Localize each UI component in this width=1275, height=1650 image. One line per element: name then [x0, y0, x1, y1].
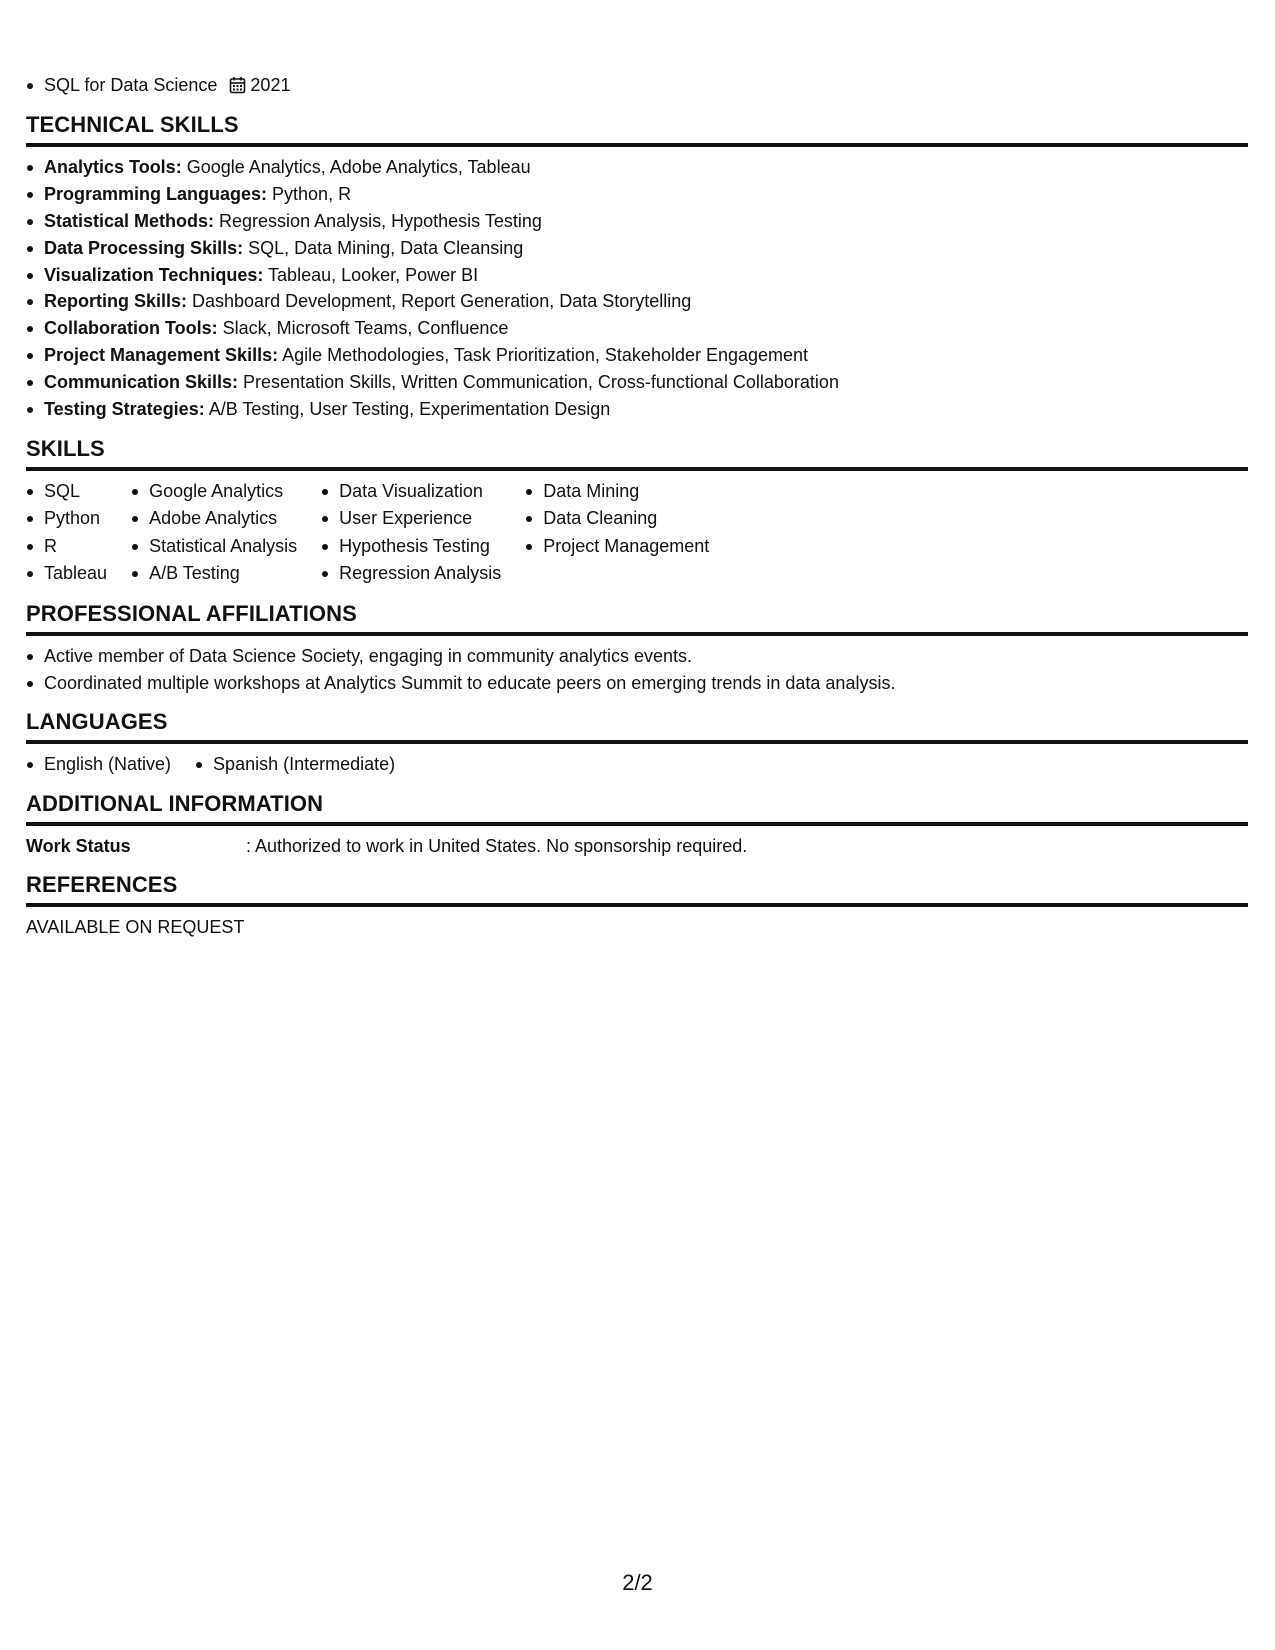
technical-skills-list: [26, 154, 1248, 423]
technical-skill-item: [26, 262, 1248, 289]
technical-skill-item: [26, 342, 1248, 369]
language-item: English (Native): [26, 751, 171, 778]
skills-column: [321, 478, 501, 588]
skill-item: R: [26, 533, 107, 560]
languages-section: [26, 708, 1248, 778]
skill-value: Slack, Microsoft Teams, Confluence: [217, 318, 509, 339]
resume-page: [26, 72, 1248, 940]
languages-list: [26, 751, 1248, 778]
certification-name: SQL for Data Science: [44, 75, 218, 95]
skill-label: Testing Strategies:: [44, 399, 205, 420]
skill-value: SQL, Data Mining, Data Cleansing: [243, 237, 524, 258]
info-row: [26, 833, 1248, 859]
section-heading: LANGUAGES: [26, 708, 1248, 744]
calendar-icon: [229, 76, 246, 94]
technical-skills-section: [26, 111, 1248, 423]
skill-value: Tableau, Looker, Power BI: [263, 264, 479, 285]
section-heading: ADDITIONAL INFORMATION: [26, 790, 1248, 826]
references-section: [26, 871, 1248, 940]
section-heading: TECHNICAL SKILLS: [26, 111, 1248, 147]
skill-item: Python: [26, 505, 107, 532]
info-value: : Authorized to work in United States. No sponsorship required.: [246, 836, 748, 857]
section-heading: REFERENCES: [26, 871, 1248, 907]
skill-item: Regression Analysis: [321, 560, 501, 587]
skill-item: Data Mining: [525, 478, 709, 505]
certification-year: 2021: [250, 75, 291, 95]
skill-item: Tableau: [26, 560, 107, 587]
technical-skill-item: [26, 396, 1248, 423]
skill-label: Data Processing Skills:: [44, 237, 244, 258]
skills-column: [131, 478, 297, 588]
certification-item: [26, 72, 1248, 99]
skill-label: Visualization Techniques:: [44, 264, 264, 285]
skill-value: A/B Testing, User Testing, Experimentation Design: [204, 399, 611, 420]
info-key: Work Status: [26, 836, 131, 857]
technical-skill-item: [26, 181, 1248, 208]
skill-label: Programming Languages:: [44, 183, 268, 204]
skill-item: Google Analytics: [131, 478, 297, 505]
skill-label: Collaboration Tools:: [44, 318, 218, 339]
technical-skill-item: [26, 369, 1248, 396]
technical-skill-item: [26, 154, 1248, 181]
skill-item: Statistical Analysis: [131, 533, 297, 560]
page-number: 2/2: [622, 1570, 653, 1595]
skills-column: [525, 478, 709, 588]
skills-column: [26, 478, 107, 588]
technical-skill-item: [26, 288, 1248, 315]
section-heading: PROFESSIONAL AFFILIATIONS: [26, 600, 1248, 636]
skill-item: Data Cleaning: [525, 505, 709, 532]
affiliations-section: [26, 600, 1248, 697]
language-item: Spanish (Intermediate): [195, 751, 395, 778]
skill-label: Reporting Skills:: [44, 291, 188, 312]
technical-skill-item: [26, 315, 1248, 342]
skill-label: Communication Skills:: [44, 372, 239, 393]
skills-grid: [26, 478, 1248, 588]
skill-value: Google Analytics, Adobe Analytics, Tableau: [181, 156, 531, 177]
skill-item: Data Visualization: [321, 478, 501, 505]
technical-skill-item: [26, 208, 1248, 235]
skill-value: Presentation Skills, Written Communication, Cross-functional Collaboration: [238, 372, 839, 393]
skills-section: [26, 435, 1248, 588]
skill-value: Python, R: [267, 183, 352, 204]
affiliations-list: [26, 643, 1248, 697]
skill-item: A/B Testing: [131, 560, 297, 587]
references-text: AVAILABLE ON REQUEST: [26, 917, 245, 938]
skill-label: Statistical Methods:: [44, 210, 215, 231]
skill-item: SQL: [26, 478, 107, 505]
skill-value: Dashboard Development, Report Generation, Data Storytelling: [187, 291, 692, 312]
skill-label: Analytics Tools:: [44, 156, 182, 177]
skill-item: Hypothesis Testing: [321, 533, 501, 560]
technical-skill-item: [26, 235, 1248, 262]
skill-value: Regression Analysis, Hypothesis Testing: [214, 210, 542, 231]
skill-value: Agile Methodologies, Task Prioritization, Stakeholder Engagement: [278, 345, 809, 366]
skill-item: User Experience: [321, 505, 501, 532]
affiliation-item: Active member of Data Science Society, engaging in community analytics events.: [26, 643, 1248, 670]
skill-item: Project Management: [525, 533, 709, 560]
additional-info-section: [26, 790, 1248, 859]
certifications-list: [26, 72, 1248, 99]
skill-label: Project Management Skills:: [44, 345, 279, 366]
affiliation-item: Coordinated multiple workshops at Analytics Summit to educate peers on emerging trends in data analysis.: [26, 670, 1248, 697]
section-heading: SKILLS: [26, 435, 1248, 471]
skill-item: Adobe Analytics: [131, 505, 297, 532]
